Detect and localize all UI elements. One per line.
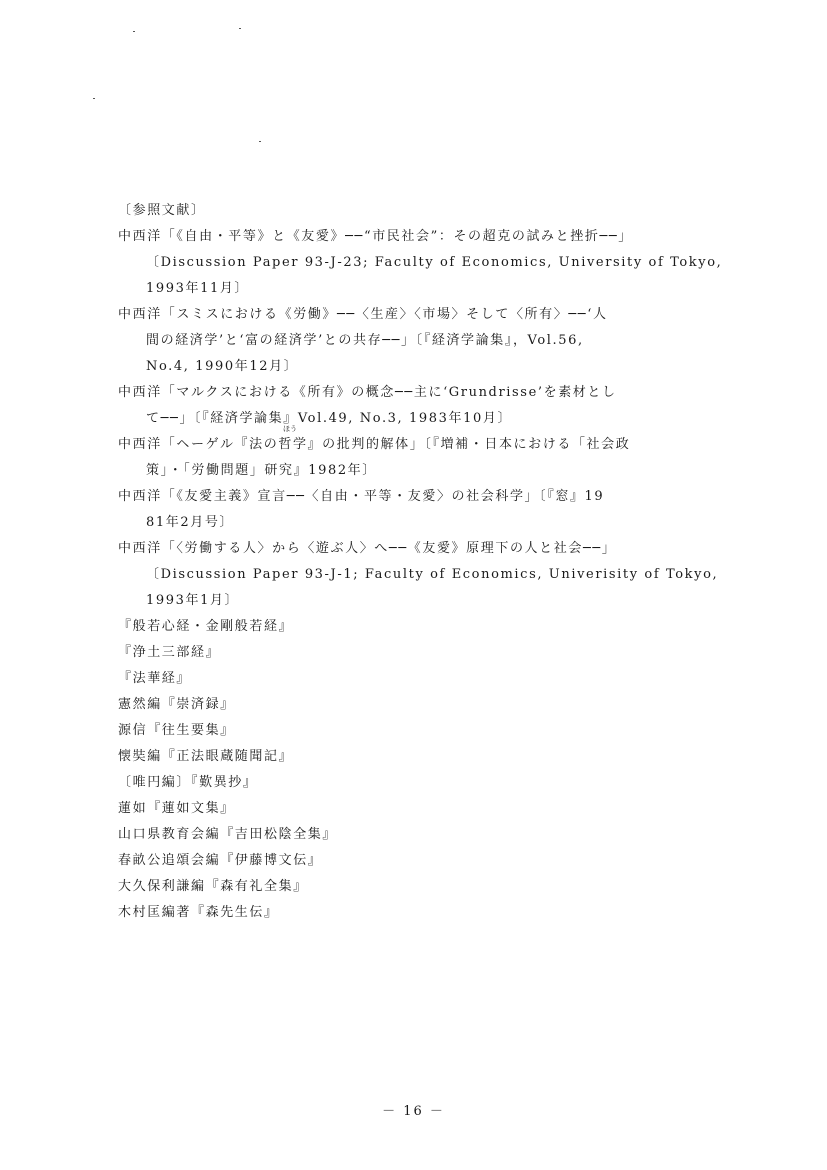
reference-line: 山口県教育会編『吉田松陰全集』	[118, 827, 338, 842]
scan-speck	[133, 31, 135, 32]
reference-line: 『浄土三部経』	[118, 645, 221, 660]
reference-line: 中西洋「《自由・平等》と《友愛》──“市民社会”：その超克の試みと挫折──」	[118, 229, 633, 244]
reference-line: 蓮如『蓮如文集』	[118, 801, 235, 816]
reference-line: 〔Discussion Paper 93-J-1; Faculty of Economics, Univerisity of Tokyo,	[146, 567, 719, 582]
reference-line: 中西洋「ヘーゲル『法の哲学』の批判的解体」〔『増補・日本における「社会政	[118, 437, 631, 452]
reference-line: 『般若心経・金剛般若経』	[118, 619, 294, 634]
scan-speck	[93, 98, 95, 99]
reference-line: 81年2月号〕	[146, 515, 235, 530]
reference-line: 源信『往生要集』	[118, 723, 235, 738]
reference-line: 間の経済学’と‘富の経済学’との共存──」〔『経済学論集』，Vol.56,	[146, 333, 584, 348]
reference-line: 中西洋「マルクスにおける《所有》の概念──主に‘Grundrisse’を素材とし	[118, 385, 617, 400]
scan-speck	[259, 141, 261, 142]
reference-line: 中西洋「スミスにおける《労働》──〈生産〉〈市場〉そして〈所有〉──‘人	[118, 307, 608, 322]
reference-line: 〔唯円編〕『歎異抄』	[118, 775, 258, 790]
reference-line: No.4, 1990年12月〕	[146, 359, 299, 374]
reference-line: 春畝公追頌会編『伊藤博文伝』	[118, 853, 323, 868]
reference-line: 1993年1月〕	[146, 593, 240, 608]
reference-line: 中西洋「《友愛主義》宣言──〈自由・平等・友愛〉の社会科学」〔『窓』19	[118, 489, 605, 504]
reference-line: 〔Discussion Paper 93-J-23; Faculty of Economics, University of Tokyo,	[146, 255, 723, 270]
reference-line: て──」〔『経済学論集』Vol.49, No.3, 1983年10月〕	[146, 411, 513, 426]
reference-line: 木村匡編著『森先生伝』	[118, 905, 279, 920]
ruby-annotation: ほう	[283, 425, 297, 433]
reference-line: 策」・「労働問題」研究』1982年〕	[146, 463, 377, 478]
scan-speck	[239, 28, 241, 29]
reference-line: 『法華経』	[118, 671, 192, 686]
reference-line: 大久保利謙編『森有礼全集』	[118, 879, 308, 894]
reference-line: 中西洋「〈労働する人〉から〈遊ぶ人〉へ──《友愛》原理下の人と社会──」	[118, 541, 617, 556]
reference-line: 懐奘編『正法眼蔵随聞記』	[118, 749, 294, 764]
reference-line: 1993年11月〕	[146, 281, 250, 296]
page-number: － 16 －	[382, 1104, 445, 1119]
references-heading: 〔参照文献〕	[118, 203, 206, 218]
reference-line: 憲然編『崇済録』	[118, 697, 235, 712]
